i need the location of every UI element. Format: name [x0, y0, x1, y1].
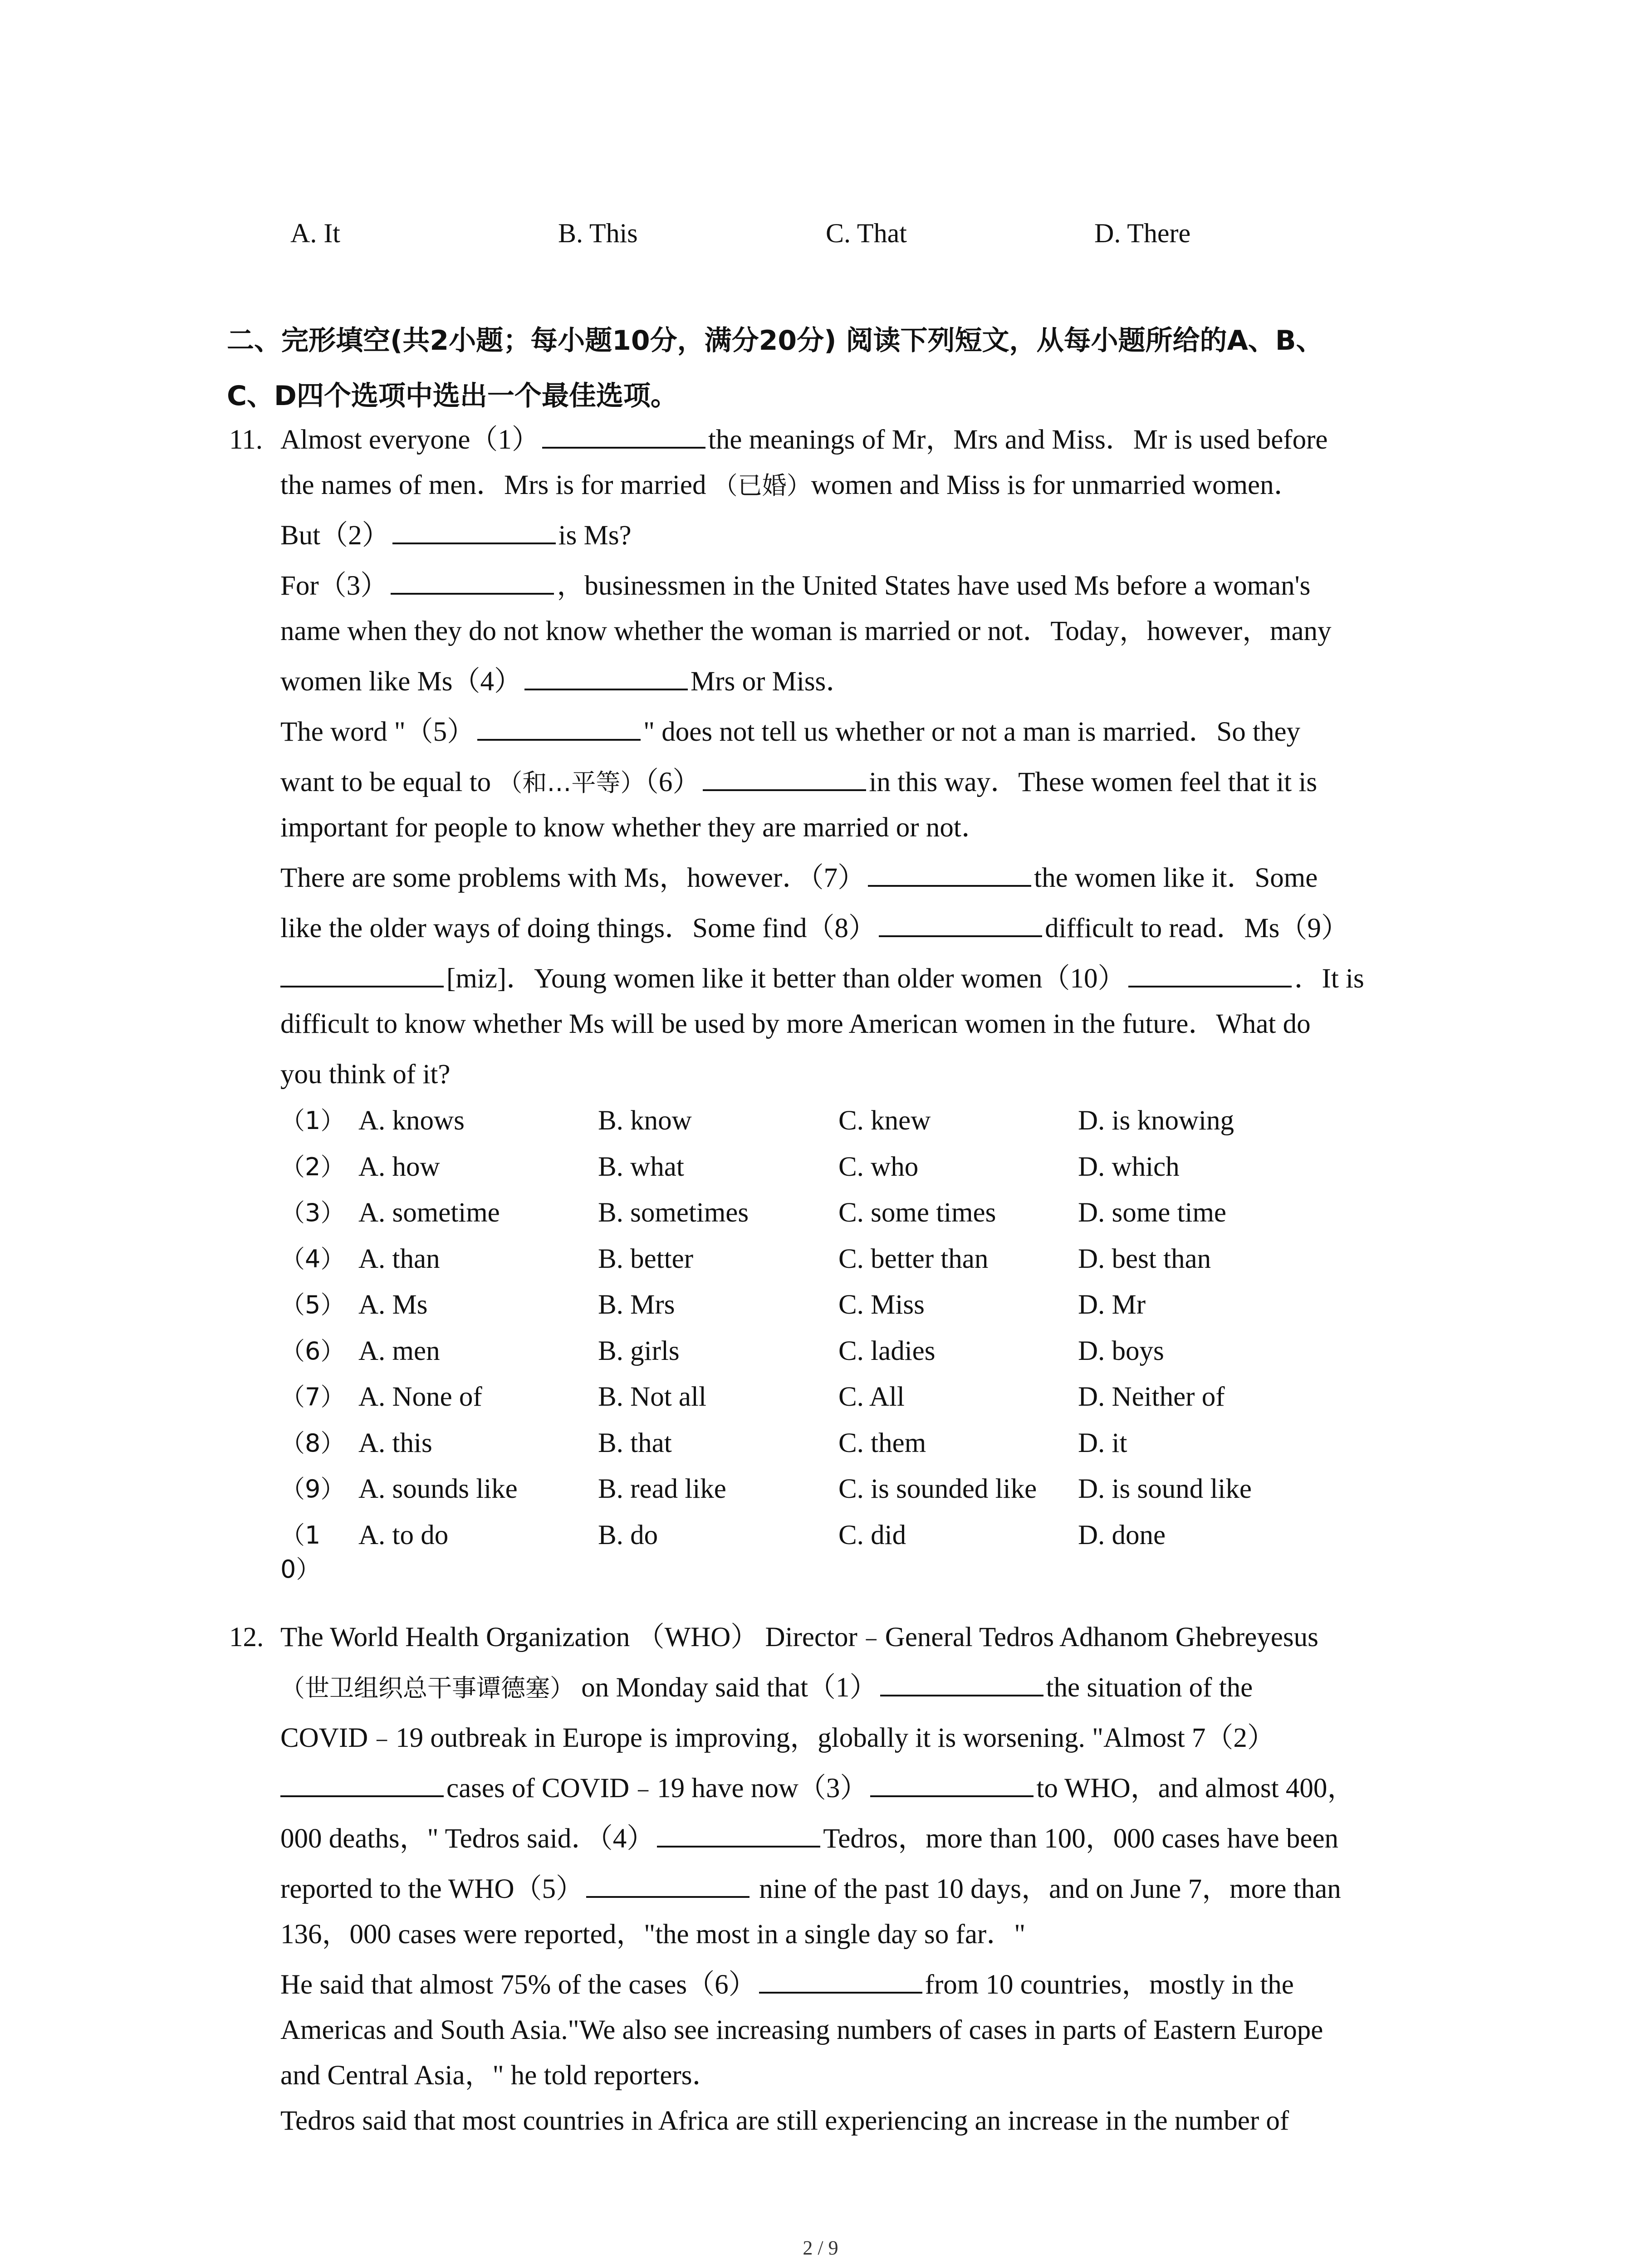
option-b: B. This [558, 218, 638, 248]
choice-d[interactable]: D. Mr [1078, 1290, 1146, 1320]
choice-a[interactable]: A. men [358, 1335, 440, 1366]
choice-a[interactable]: A. None of [358, 1382, 482, 1412]
option-a: A. It [290, 218, 340, 248]
question-12-passage [280, 1615, 1469, 2144]
question-11-passage [280, 417, 1469, 1097]
choice-b[interactable]: B. girls [598, 1335, 680, 1366]
q11-text: For（3） [280, 571, 388, 601]
q12-text: Americas and South Asia."We also see increasing numbers of cases in parts of Eastern Europe [280, 2015, 1323, 2045]
q12-text: and Central Asia，" he told reporters． [280, 2060, 720, 2091]
q12-blank-3[interactable] [870, 1767, 1034, 1797]
choice-number: （7） [280, 1383, 345, 1411]
q12-text: COVID﹣19 outbreak in Europe is improving，globally it is worsening. "Almost 7（2） [280, 1723, 1275, 1753]
q11-blank-4[interactable] [524, 660, 688, 690]
choice-number: （6） [280, 1336, 345, 1365]
q12-text: reported to the WHO（5） [280, 1874, 584, 1904]
q11-blank-7[interactable] [868, 857, 1031, 887]
q11-text: But（2） [280, 520, 390, 551]
q11-blank-8[interactable] [879, 907, 1042, 937]
choice-a[interactable]: A. sounds like [358, 1474, 518, 1504]
q12-blank-5[interactable] [586, 1868, 749, 1898]
choice-c[interactable]: C. them [838, 1427, 926, 1458]
choice-row [280, 1328, 1469, 1374]
choice-row [280, 1512, 1469, 1559]
q11-text: the names of men．Mrs is for married [280, 470, 713, 500]
choice-d[interactable]: D. Neither of [1078, 1382, 1225, 1412]
choice-c[interactable]: C. did [838, 1520, 906, 1550]
choice-d[interactable]: D. boys [1078, 1335, 1164, 1366]
choice-b[interactable]: B. that [598, 1427, 672, 1458]
choice-d[interactable]: D. done [1078, 1520, 1166, 1550]
option-d: D. There [1094, 218, 1191, 248]
choice-a[interactable]: A. to do [358, 1520, 449, 1550]
q11-blank-1[interactable] [542, 419, 705, 449]
q11-blank-3[interactable] [391, 565, 554, 595]
choice-number: （8） [280, 1428, 345, 1457]
choice-d[interactable]: D. is knowing [1078, 1105, 1234, 1136]
q11-text: " does not tell us whether or not a man is married．So they [643, 717, 1301, 747]
q11-text: There are some problems with Ms，however．（7） [280, 863, 866, 893]
q12-text: cases of COVID﹣19 have now（3） [446, 1773, 868, 1804]
q11-text: name when they do not know whether the woman is married or not．Today，however，many [280, 616, 1332, 646]
section-heading-line2: C、D四个选项中选出一个最佳选项。 [227, 380, 678, 412]
choice-a[interactable]: A. knows [358, 1105, 465, 1136]
q11-blank-9[interactable] [280, 958, 444, 987]
q11-text: [miz]．Young women like it better than older women（10） [446, 963, 1126, 994]
choice-row [280, 1282, 1469, 1328]
q11-text: want to be equal to [280, 767, 498, 797]
question-12-number: 12. [229, 1622, 264, 1652]
q11-text: women like Ms（4） [280, 666, 522, 697]
q11-text: the women like it．Some [1034, 863, 1318, 893]
choice-a[interactable]: A. than [358, 1243, 440, 1274]
q11-text: like the older ways of doing things．Some find（8） [280, 913, 877, 943]
q12-blank-4[interactable] [657, 1818, 820, 1848]
q12-blank-2[interactable] [280, 1767, 444, 1797]
q12-text: from 10 countries，mostly in the [925, 1970, 1294, 2000]
choice-b[interactable]: B. Mrs [598, 1290, 675, 1320]
choice-c[interactable]: C. is sounded like [838, 1474, 1037, 1504]
section-heading [227, 313, 1470, 424]
choice-c[interactable]: C. Miss [838, 1290, 925, 1320]
q12-text: The World Health Organization （WHO） Director﹣General Tedros Adhanom Ghebreyesus [280, 1622, 1318, 1652]
q12-text: on Monday said that（1） [574, 1672, 877, 1703]
choice-row [280, 1374, 1469, 1420]
q11-text: the meanings of Mr，Mrs and Miss．Mr is used before [708, 425, 1328, 455]
choice-b[interactable]: B. sometimes [598, 1198, 749, 1228]
q12-text: 000 deaths，" Tedros said．（4） [280, 1823, 655, 1854]
choice-b[interactable]: B. Not all [598, 1382, 706, 1412]
choice-row [280, 1466, 1469, 1512]
choice-number: （1） [280, 1106, 345, 1135]
choice-number: （9） [280, 1475, 345, 1503]
question-11-choices [280, 1098, 1469, 1558]
choice-c[interactable]: C. some times [838, 1198, 996, 1228]
choice-d[interactable]: D. it [1078, 1427, 1127, 1458]
q11-annotation: （已婚） [713, 471, 811, 500]
q11-text: ．It is [1294, 963, 1364, 994]
choice-d[interactable]: D. is sound like [1078, 1474, 1252, 1504]
q11-blank-2[interactable] [392, 514, 556, 544]
choice-number: （5） [280, 1290, 345, 1319]
choice-row [280, 1190, 1469, 1236]
q12-text: Tedros，more than 100，000 cases have been [823, 1823, 1339, 1854]
choice-a[interactable]: A. how [358, 1151, 440, 1182]
q11-annotation: （和…平等） [498, 768, 645, 797]
choice-c[interactable]: C. ladies [838, 1335, 936, 1366]
choice-c[interactable]: C. All [838, 1382, 905, 1412]
choice-row [280, 1144, 1469, 1190]
previous-question-options [290, 218, 1470, 259]
q12-text: the situation of the [1046, 1672, 1253, 1703]
q11-text: difficult to know whether Ms will be used by more American women in the future．What do [280, 1009, 1311, 1039]
choice-number: （2） [280, 1152, 345, 1181]
q11-text: Mrs or Miss． [691, 666, 854, 697]
choice-c[interactable]: C. better than [838, 1243, 989, 1274]
q12-blank-1[interactable] [880, 1667, 1043, 1696]
choice-d[interactable]: D. some time [1078, 1198, 1226, 1228]
choice-number-wrap: 0） [280, 1555, 321, 1584]
q12-text: Tedros said that most countries in Africa are still experiencing an increase in the number of [280, 2106, 1289, 2136]
q11-text: women and Miss is for unmarried women． [811, 470, 1302, 500]
q11-text: you think of it? [280, 1059, 451, 1090]
choice-number: （3） [280, 1198, 345, 1227]
q11-blank-5[interactable] [477, 711, 641, 741]
choice-c[interactable]: C. knew [838, 1105, 931, 1136]
q12-annotation: （世卫组织总干事谭德塞） [280, 1674, 574, 1702]
choice-b[interactable]: B. read like [598, 1474, 726, 1504]
q11-text: Almost everyone（1） [280, 425, 539, 455]
choice-number: （4） [280, 1244, 345, 1273]
q12-text: to WHO，and almost 400， [1036, 1773, 1355, 1804]
choice-b[interactable]: B. know [598, 1105, 692, 1136]
q11-text: （6） [645, 767, 700, 797]
choice-b[interactable]: B. what [598, 1151, 684, 1182]
q11-blank-10[interactable] [1128, 958, 1292, 987]
choice-row [280, 1098, 1469, 1144]
section-heading-line1: 二、完形填空(共2小题；每小题10分，满分20分) 阅读下列短文，从每小题所给的A、B、 [227, 325, 1323, 357]
q12-text: 136，000 cases were reported，"the most in a single day so far．" [280, 1919, 1026, 1950]
choice-a[interactable]: A. this [358, 1427, 432, 1458]
choice-c[interactable]: C. who [838, 1151, 919, 1182]
q11-text: The word "（5） [280, 717, 475, 747]
choice-number: （1 [280, 1520, 321, 1549]
q11-blank-6[interactable] [703, 761, 866, 791]
choice-a[interactable]: A. Ms [358, 1290, 428, 1320]
page-number: 2 / 9 [803, 2237, 838, 2259]
q11-text: difficult to read．Ms（9） [1045, 913, 1349, 943]
q11-text: important for people to know whether they are married or not． [280, 812, 989, 843]
choice-row [280, 1236, 1469, 1282]
q11-text: in this way．These women feel that it is [869, 767, 1318, 797]
question-11-number: 11. [229, 425, 263, 455]
q12-text: nine of the past 10 days，and on June 7，more than [752, 1874, 1341, 1904]
choice-b[interactable]: B. do [598, 1520, 658, 1550]
choice-b[interactable]: B. better [598, 1243, 694, 1274]
choice-a[interactable]: A. sometime [358, 1198, 500, 1228]
option-c: C. That [826, 218, 907, 248]
choice-d[interactable]: D. which [1078, 1151, 1180, 1182]
q12-text: He said that almost 75% of the cases（6） [280, 1970, 756, 2000]
q11-text: ，businessmen in the United States have used Ms before a woman's [557, 571, 1311, 601]
q11-text: is Ms? [558, 520, 632, 551]
choice-row [280, 1420, 1469, 1466]
q12-blank-6[interactable] [759, 1964, 922, 1994]
choice-d[interactable]: D. best than [1078, 1243, 1211, 1274]
